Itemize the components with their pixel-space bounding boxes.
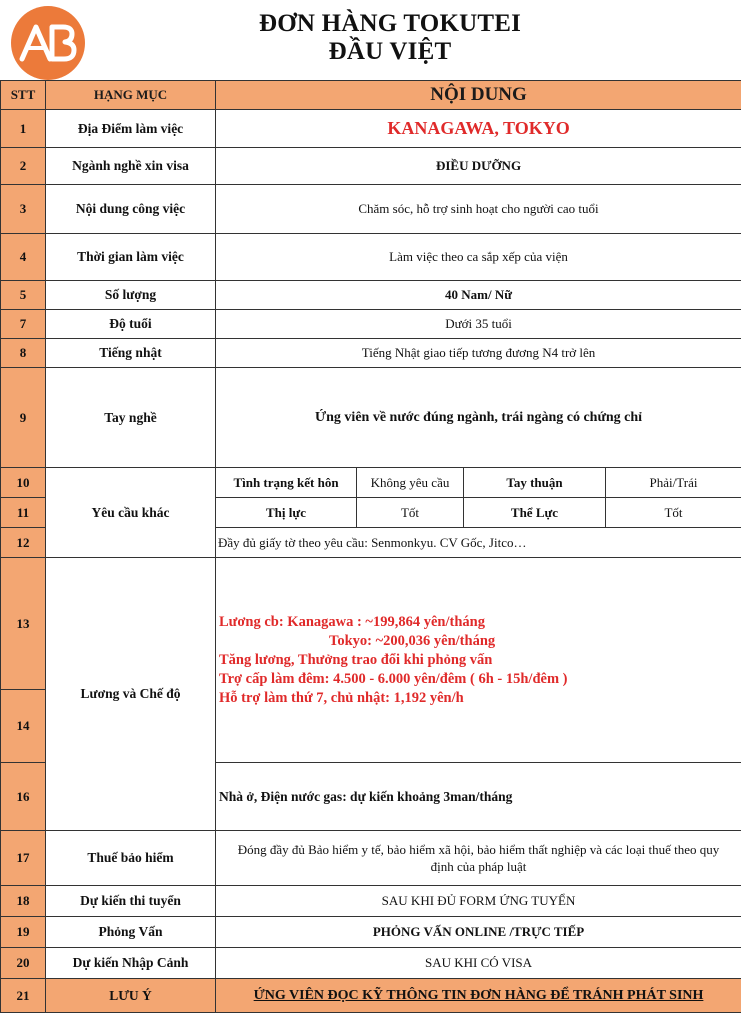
row-number: 9 bbox=[1, 368, 46, 468]
fitness-label: Thể Lực bbox=[464, 498, 606, 528]
table-row bbox=[1, 234, 741, 281]
table-row bbox=[1, 339, 741, 368]
table-row bbox=[1, 110, 741, 148]
row-label: Ngành nghề xin visa bbox=[46, 148, 216, 185]
row-number: 17 bbox=[1, 831, 46, 886]
row-label: Số lượng bbox=[46, 281, 216, 310]
column-header-category: HẠNG MỤC bbox=[46, 81, 216, 110]
documents-value: Đầy đủ giấy tờ theo yêu cầu: Senmonkyu. CV Gốc, Jitco… bbox=[216, 528, 741, 558]
row-number: 11 bbox=[1, 498, 46, 528]
row-number: 18 bbox=[1, 886, 46, 917]
dominant-hand-label: Tay thuận bbox=[464, 468, 606, 498]
row-value: Dưới 35 tuổi bbox=[216, 310, 741, 339]
fitness-value: Tốt bbox=[606, 498, 741, 528]
order-table bbox=[0, 80, 741, 1013]
row-value: ĐIỀU DƯỠNG bbox=[216, 148, 741, 185]
salary-line: Hỗ trợ làm thứ 7, chủ nhật: 1,192 yên/h bbox=[219, 689, 464, 706]
row-number: 13 bbox=[1, 558, 46, 690]
salary-line: Tokyo: ~200,036 yên/tháng bbox=[329, 632, 496, 649]
eyesight-value: Tốt bbox=[357, 498, 464, 528]
column-header-content: NỘI DUNG bbox=[216, 81, 741, 110]
table-row bbox=[1, 310, 741, 339]
table-row bbox=[1, 558, 741, 690]
table-row bbox=[1, 917, 741, 948]
row-label: Thời gian làm việc bbox=[46, 234, 216, 281]
row-label: Dự kiến Nhập Cảnh bbox=[46, 948, 216, 979]
logo-ab-mark bbox=[18, 21, 78, 65]
table-row bbox=[1, 886, 741, 917]
salary-line: Trợ cấp làm đêm: 4.500 - 6.000 yên/đêm ( 6h - 15h/đêm ) bbox=[219, 670, 568, 687]
row-number: 3 bbox=[1, 185, 46, 234]
row-label: LƯU Ý bbox=[46, 979, 216, 1013]
row-number: 2 bbox=[1, 148, 46, 185]
row-value: Chăm sóc, hỗ trợ sinh hoạt cho người cao tuổi bbox=[216, 185, 741, 234]
row-value: Làm việc theo ca sắp xếp của viện bbox=[216, 234, 741, 281]
page-title: ĐƠN HÀNG TOKUTEI bbox=[258, 10, 522, 37]
row-number: 21 bbox=[1, 979, 46, 1013]
salary-details bbox=[216, 558, 741, 763]
row-value: 40 Nam/ Nữ bbox=[216, 281, 741, 310]
row-number: 8 bbox=[1, 339, 46, 368]
table-row bbox=[1, 281, 741, 310]
row-number: 7 bbox=[1, 310, 46, 339]
row-value: PHỎNG VẤN ONLINE /TRỰC TIẾP bbox=[216, 917, 741, 948]
row-number: 1 bbox=[1, 110, 46, 148]
table-row bbox=[1, 831, 741, 886]
row-number: 4 bbox=[1, 234, 46, 281]
table-row bbox=[1, 468, 741, 498]
table-row bbox=[1, 979, 741, 1013]
row-value: SAU KHI CÓ VISA bbox=[216, 948, 741, 979]
row-number: 20 bbox=[1, 948, 46, 979]
company-logo bbox=[11, 6, 85, 80]
column-header-stt: STT bbox=[1, 81, 46, 110]
row-label: Địa Điểm làm việc bbox=[46, 110, 216, 148]
row-value: Đóng đầy đủ Bảo hiểm y tế, bảo hiểm xã hội, bảo hiểm thất nghiệp và các loại thuế theo quy định của pháp luật bbox=[216, 831, 741, 886]
row-label: Yêu cầu khác bbox=[46, 468, 216, 558]
row-number: 16 bbox=[1, 763, 46, 831]
page-subtitle: ĐẦU VIỆT bbox=[328, 38, 452, 65]
row-value: Tiếng Nhật giao tiếp tương đương N4 trở lên bbox=[216, 339, 741, 368]
row-number: 12 bbox=[1, 528, 46, 558]
row-label: Lương và Chế độ bbox=[46, 558, 216, 831]
row-label: Phỏng Vấn bbox=[46, 917, 216, 948]
row-number: 19 bbox=[1, 917, 46, 948]
row-label: Thuế bảo hiểm bbox=[46, 831, 216, 886]
table-header-row bbox=[1, 81, 741, 110]
marital-status-value: Không yêu cầu bbox=[357, 468, 464, 498]
marital-status-label: Tình trạng kết hôn bbox=[216, 468, 357, 498]
note-value: ỨNG VIÊN ĐỌC KỸ THÔNG TIN ĐƠN HÀNG ĐỂ TRÁNH PHÁT SINH bbox=[216, 979, 741, 1013]
row-label: Độ tuổi bbox=[46, 310, 216, 339]
table-row bbox=[1, 148, 741, 185]
row-number: 5 bbox=[1, 281, 46, 310]
row-value: Ứng viên về nước đúng ngành, trái ngàng có chứng chỉ bbox=[216, 368, 741, 468]
row-label: Nội dung công việc bbox=[46, 185, 216, 234]
row-label: Tay nghề bbox=[46, 368, 216, 468]
row-value: SAU KHI ĐỦ FORM ỨNG TUYỂN bbox=[216, 886, 741, 917]
row-label: Dự kiến thi tuyển bbox=[46, 886, 216, 917]
row-label: Tiếng nhật bbox=[46, 339, 216, 368]
salary-line: Tăng lương, Thưởng trao đổi khi phỏng vấn bbox=[219, 651, 493, 668]
eyesight-label: Thị lực bbox=[216, 498, 357, 528]
table-row bbox=[1, 368, 741, 468]
housing-value: Nhà ở, Điện nước gas: dự kiến khoảng 3man/tháng bbox=[216, 763, 741, 831]
row-value: KANAGAWA, TOKYO bbox=[216, 110, 741, 148]
table-row bbox=[1, 948, 741, 979]
row-number: 10 bbox=[1, 468, 46, 498]
row-number: 14 bbox=[1, 690, 46, 763]
table-row bbox=[1, 185, 741, 234]
dominant-hand-value: Phải/Trái bbox=[606, 468, 741, 498]
salary-line: Lương cb: Kanagawa : ~199,864 yên/tháng bbox=[219, 613, 485, 630]
